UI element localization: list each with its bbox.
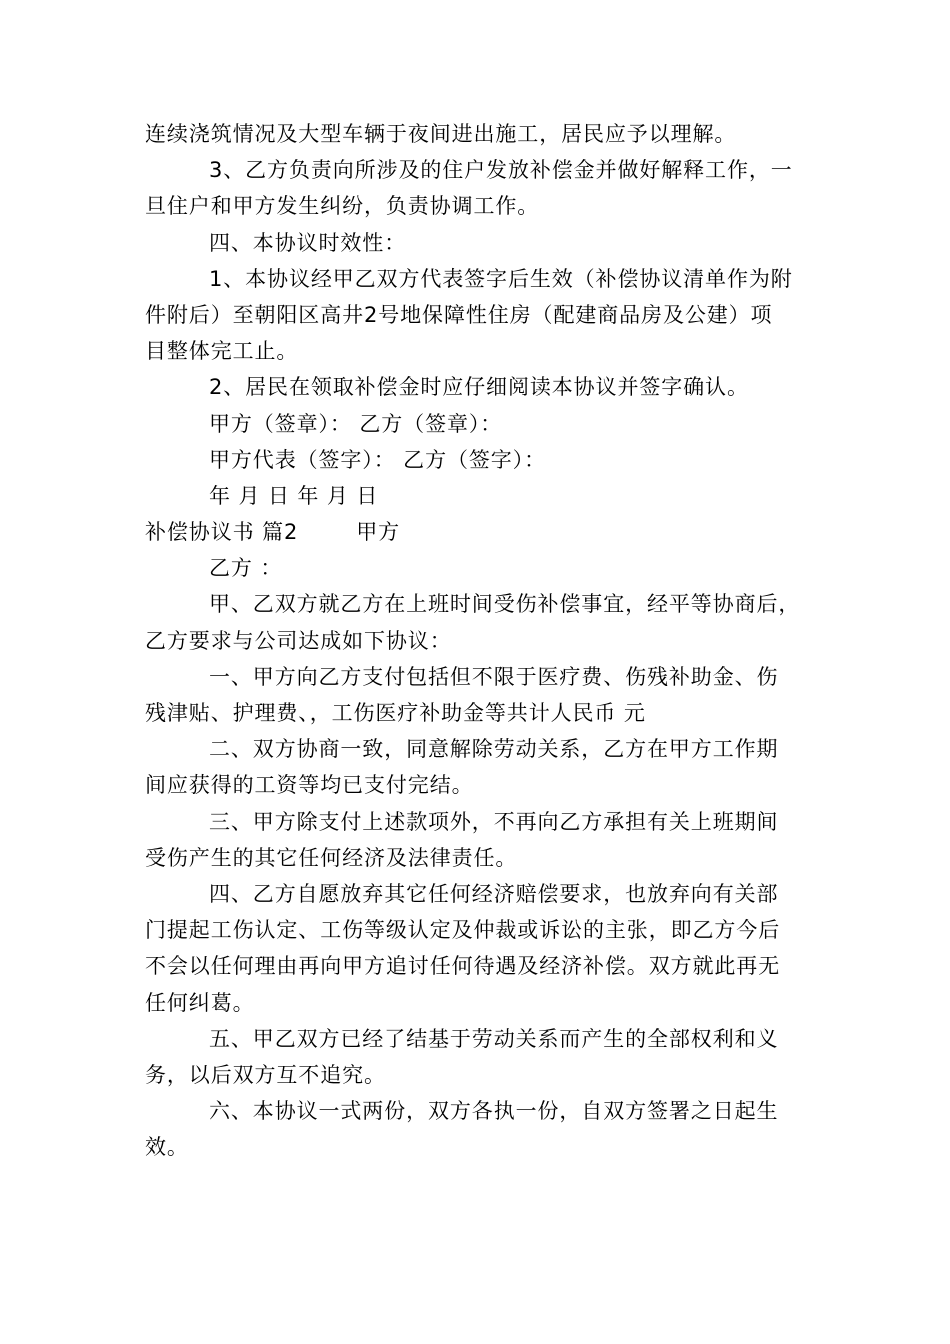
text-line: 连续浇筑情况及大型车辆于夜间进出施工，居民应予以理解。 (145, 122, 737, 146)
signature-line: 甲方代表（签字）： 乙方（签字）： (209, 447, 546, 472)
agreement-title: 补偿协议书 篇2 (145, 520, 299, 545)
document-body (145, 116, 815, 1165)
text-line: 甲、乙双方就乙方在上班时间受伤补偿事宜，经平等协商后， (209, 592, 801, 617)
agreement-heading-line (145, 514, 815, 550)
text-line: 门提起工伤认定、工伤等级认定及仲裁或诉讼的主张，即乙方今后 (145, 918, 781, 943)
signature-line: 甲方（签章）： 乙方（签章）： (209, 411, 503, 436)
text-line: 二、双方协商一致，同意解除劳动关系，乙方在甲方工作期 (209, 737, 779, 762)
text-line: 件附后）至朝阳区高井2号地保障性住房（配建商品房及公建）项 (145, 302, 773, 327)
section-heading: 四、本协议时效性： (209, 230, 407, 255)
text-line: 受伤产生的其它任何经济及法律责任。 (145, 845, 518, 870)
text-line: 任何纠葛。 (145, 990, 255, 1015)
text-line: 四、乙方自愿放弃其它任何经济赔偿要求，也放弃向有关部 (209, 881, 779, 906)
text-line: 残津贴、护理费、，工伤医疗补助金等共计人民币 元 (145, 701, 646, 725)
text-line: 1、本协议经甲乙双方代表签字后生效（补偿协议清单作为附 (209, 266, 793, 291)
party-a-label: 甲方 (356, 520, 401, 545)
date-line: 年 月 日 年 月 日 (209, 483, 379, 508)
text-line: 乙方要求与公司达成如下协议： (145, 628, 452, 653)
party-b-label: 乙方 ： (209, 556, 283, 581)
text-line: 2、居民在领取补偿金时应仔细阅读本协议并签字确认。 (209, 375, 749, 400)
text-line: 六、本协议一式两份，双方各执一份，自双方签署之日起生 (209, 1099, 779, 1124)
text-line: 3、乙方负责向所涉及的住户发放补偿金并做好解释工作，一 (209, 158, 793, 183)
text-line: 旦住户和甲方发生纠纷，负责协调工作。 (145, 194, 540, 219)
text-line: 五、甲乙双方已经了结基于劳动关系而产生的全部权利和义 (209, 1026, 779, 1051)
text-line: 间应获得的工资等均已支付完结。 (145, 773, 474, 798)
text-line: 不会以任何理由再向甲方追讨任何待遇及经济补偿。双方就此再无 (145, 954, 781, 979)
text-line: 效。 (145, 1135, 189, 1160)
text-line: 务，以后双方互不追究。 (145, 1062, 386, 1087)
text-line: 一、甲方向乙方支付包括但不限于医疗费、伤残补助金、伤 (209, 664, 779, 689)
text-line: 三、甲方除支付上述款项外，不再向乙方承担有关上班期间 (209, 809, 779, 834)
text-line: 目整体完工止。 (145, 339, 299, 364)
